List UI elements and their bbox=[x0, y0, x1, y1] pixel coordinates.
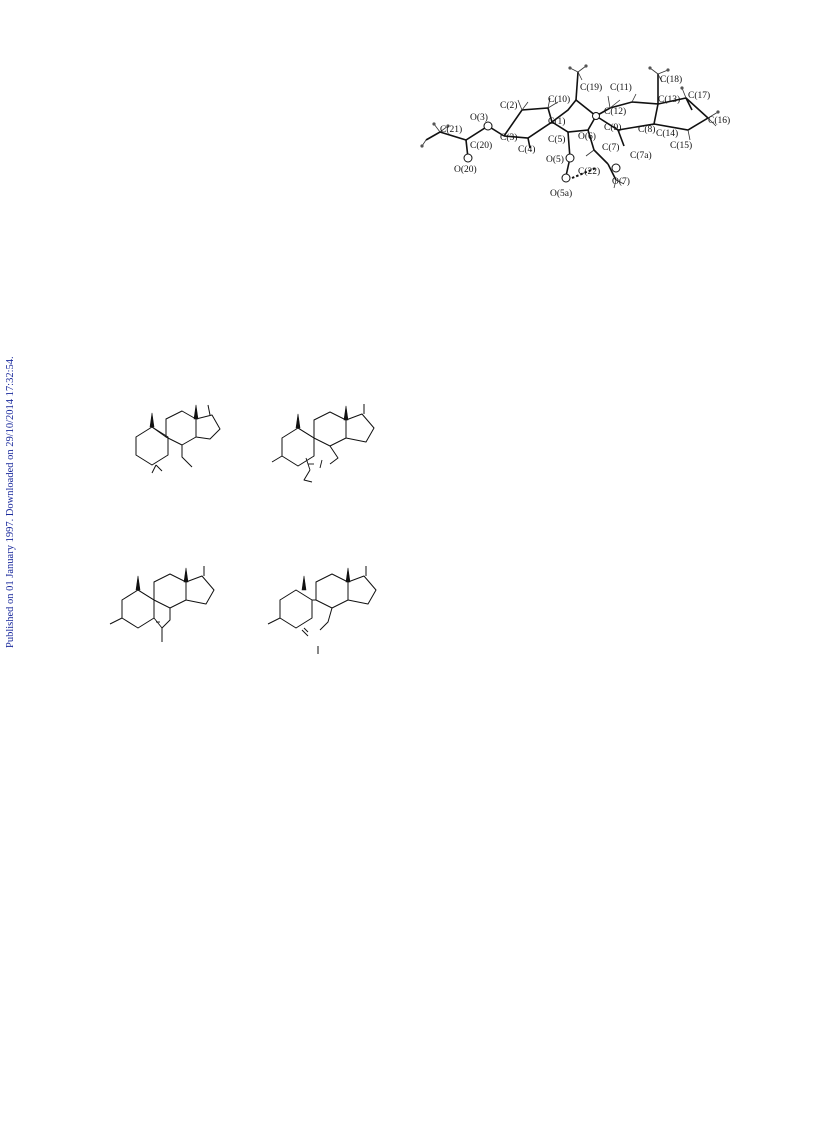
crystal-structure-figure bbox=[418, 60, 758, 208]
atom-label: C(12) bbox=[604, 107, 627, 117]
crystal-bonds bbox=[426, 72, 711, 180]
atom-label: O(6) bbox=[578, 132, 596, 142]
steroid-structure-4 bbox=[264, 560, 384, 660]
atom-label: O(3) bbox=[470, 113, 488, 123]
atom-label: C(8) bbox=[638, 125, 656, 135]
steroid-structure-2 bbox=[266, 398, 386, 488]
atom-label: C(5) bbox=[548, 135, 566, 145]
atom-label: C(3) bbox=[500, 133, 518, 143]
atom-label: O(7) bbox=[612, 177, 630, 187]
atom-label: C(19) bbox=[580, 83, 603, 93]
atom-label: O(5a) bbox=[550, 189, 573, 199]
atom-label: C(9) bbox=[604, 123, 622, 133]
atom-label: C(7) bbox=[602, 143, 620, 153]
atom-label: C(16) bbox=[708, 116, 731, 126]
atom-label: C(1) bbox=[548, 117, 566, 127]
atom-label: O(5) bbox=[546, 155, 564, 165]
atom-label: C(22) bbox=[578, 167, 601, 177]
steroid-structure-3 bbox=[106, 562, 226, 652]
atom-label: O(20) bbox=[454, 165, 477, 175]
atom-label: C(2) bbox=[500, 101, 518, 111]
atom-label: C(13) bbox=[658, 95, 681, 105]
atom-label: C(10) bbox=[548, 95, 571, 105]
atom-label: C(15) bbox=[670, 141, 693, 151]
atom-label: C(4) bbox=[518, 145, 536, 155]
atom-label: C(11) bbox=[610, 83, 632, 93]
atom-label: C(14) bbox=[656, 129, 679, 139]
atom-label: C(17) bbox=[688, 91, 711, 101]
publication-download-note[interactable]: Published on 01 January 1997. Downloaded on 29/10/2014 17:32:54. bbox=[5, 356, 16, 648]
atom-label: C(7a) bbox=[630, 151, 652, 161]
atom-label: C(21) bbox=[440, 125, 463, 135]
steroid-structure-1 bbox=[112, 395, 232, 485]
crystal-atom-labels bbox=[440, 74, 730, 199]
atom-label: C(18) bbox=[660, 75, 683, 85]
atom-label: C(20) bbox=[470, 141, 493, 151]
